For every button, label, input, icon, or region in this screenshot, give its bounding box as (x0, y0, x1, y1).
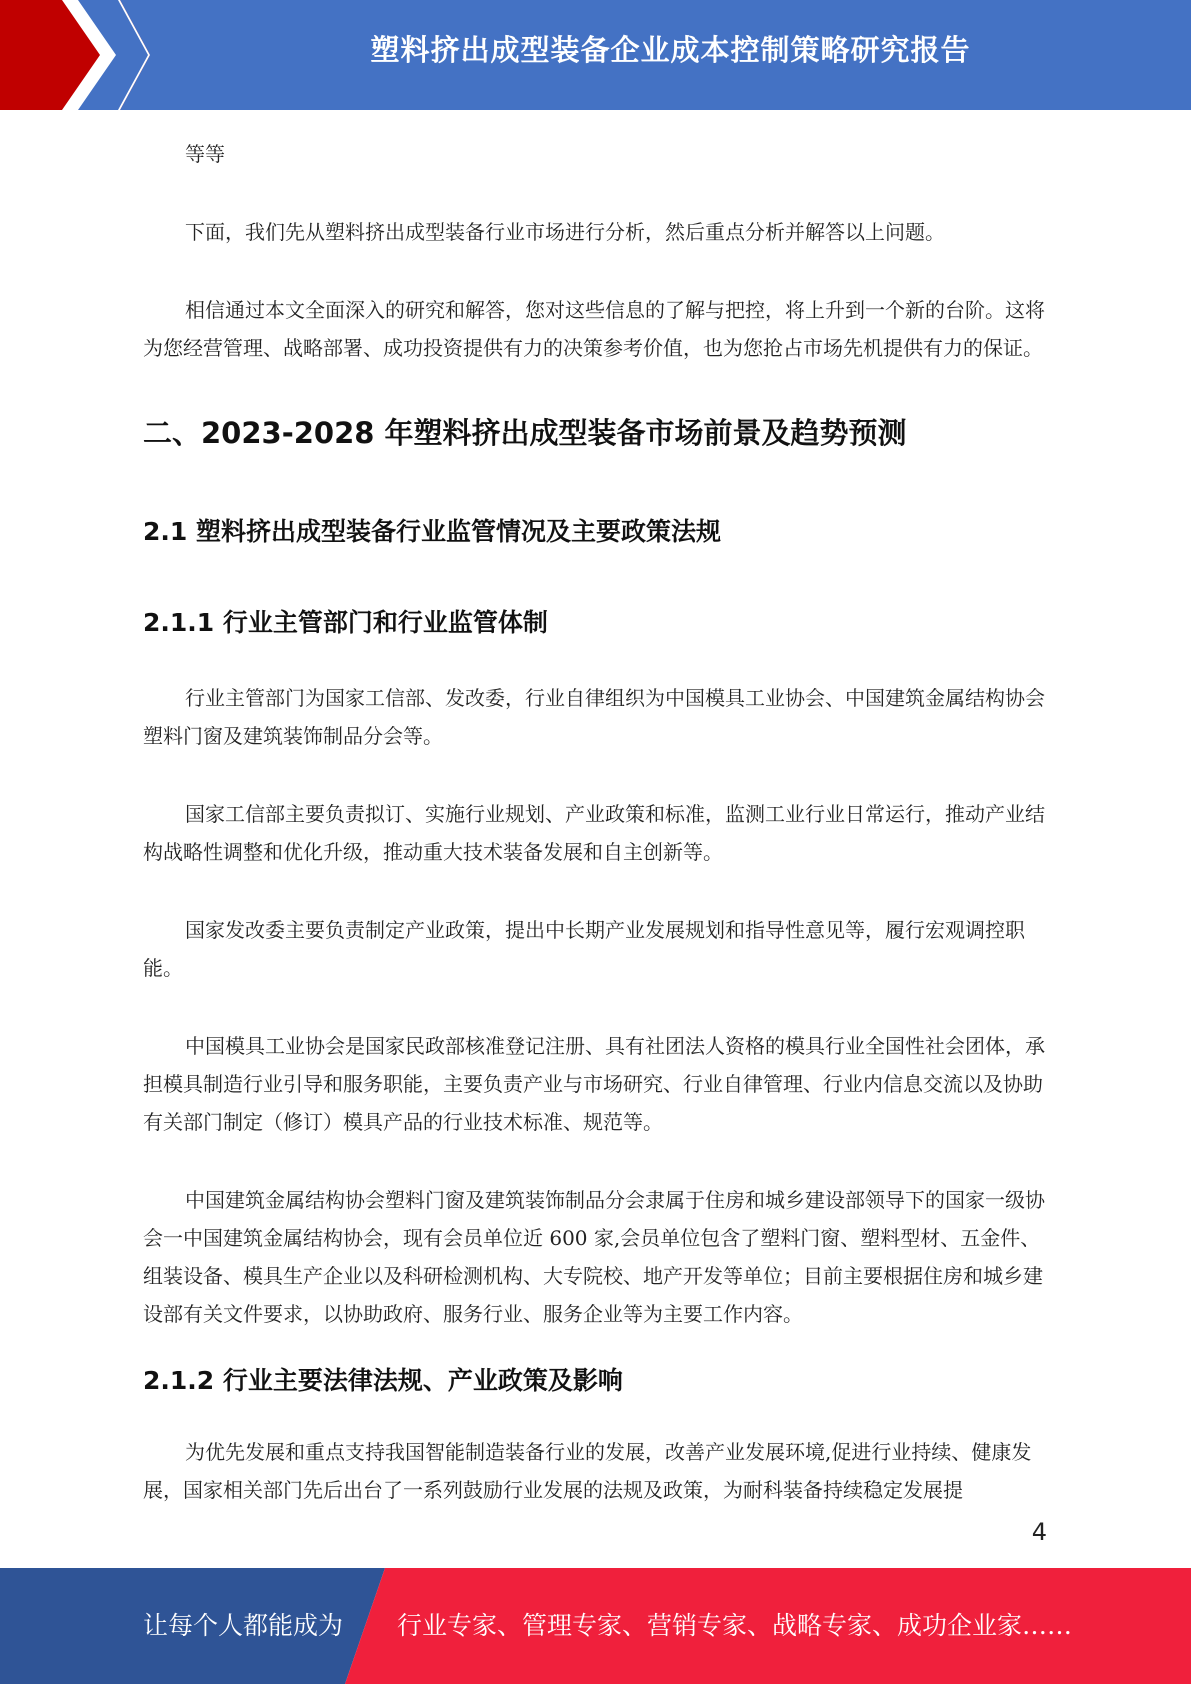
paragraph: 中国建筑金属结构协会塑料门窗及建筑装饰制品分会隶属于住房和城乡建设部领导下的国家一级协会一中国建筑金属结构协会，现有会员单位近 600 家,会员单位包含了塑料门窗、塑料型材、五金件、组装设备、模具生产企业以及科研检测机构、大专院校、地产开发等单位；目前主要根据住房和城乡建设部有关文件要求，以协助政府、服务行业、服务企业等为主要工作内容。 (143, 1188, 1045, 1326)
subsection-heading: 2.1.2 行业主要法律法规、产业政策及影响 (143, 1366, 623, 1395)
footer-slogan-right: 行业专家、管理专家、营销专家、战略专家、成功企业家…… (397, 1611, 1073, 1640)
paragraph: 国家工信部主要负责拟订、实施行业规划、产业政策和标准，监测工业行业日常运行，推动产业结构战略性调整和优化升级，推动重大技术装备发展和自主创新等。 (143, 802, 1045, 864)
subsection-heading: 2.1.1 行业主管部门和行业监管体制 (143, 608, 548, 637)
paragraph: 行业主管部门为国家工信部、发改委，行业自律组织为中国模具工业协会、中国建筑金属结构协会塑料门窗及建筑装饰制品分会等。 (143, 686, 1045, 748)
paragraph: 中国模具工业协会是国家民政部核准登记注册、具有社团法人资格的模具行业全国性社会团体，承担模具制造行业引导和服务职能，主要负责产业与市场研究、行业自律管理、行业内信息交流以及协助有关部门制定（修订）模具产品的行业技术标准、规范等。 (143, 1034, 1045, 1134)
paragraph: 为优先发展和重点支持我国智能制造装备行业的发展，改善产业发展环境,促进行业持续、健康发展，国家相关部门先后出台了一系列鼓励行业发展的法规及政策，为耐科装备持续稳定发展提 (143, 1440, 1032, 1502)
paragraph: 下面，我们先从塑料挤出成型装备行业市场进行分析，然后重点分析并解答以上问题。 (185, 220, 945, 244)
paragraph: 国家发改委主要负责制定产业政策，提出中长期产业发展规划和指导性意见等，履行宏观调控职能。 (143, 918, 1025, 980)
page-footer (0, 1568, 1191, 1684)
page-content (143, 135, 1047, 1509)
subsection-heading: 2.1 塑料挤出成型装备行业监管情况及主要政策法规 (143, 517, 721, 546)
footer-slogan-left: 让每个人都能成为 (143, 1611, 344, 1640)
section-heading: 二、2023-2028 年塑料挤出成型装备市场前景及趋势预测 (143, 416, 907, 450)
page-number: 4 (1031, 1518, 1047, 1546)
page-header (0, 0, 1191, 110)
header-title: 塑料挤出成型装备企业成本控制策略研究报告 (370, 33, 971, 67)
paragraph: 相信通过本文全面深入的研究和解答，您对这些信息的了解与把控，将上升到一个新的台阶。这将为您经营管理、战略部署、成功投资提供有力的决策参考价值，也为您抢占市场先机提供有力的保证。 (143, 298, 1045, 360)
paragraph: 等等 (185, 142, 225, 166)
